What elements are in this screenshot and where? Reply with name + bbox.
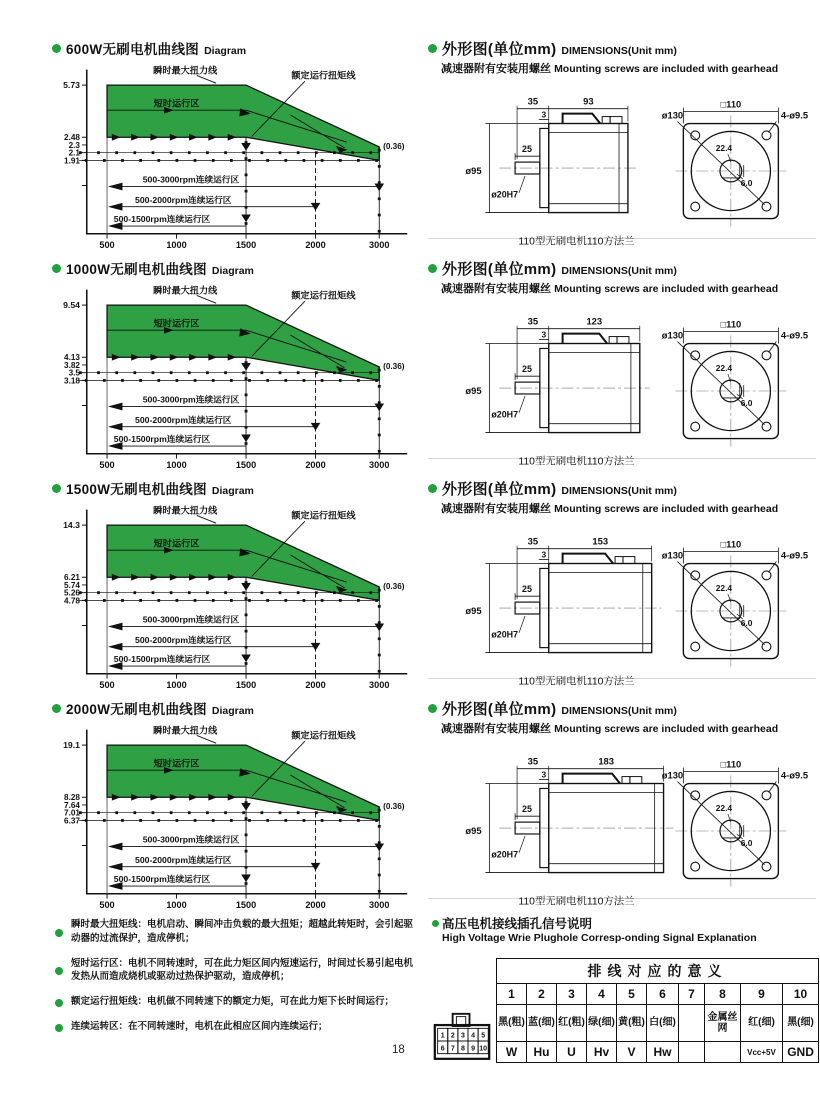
notes-list <box>55 918 420 1045</box>
dim-mount-holes: 4-ø9.5 <box>780 549 809 561</box>
dim-flange-thickness: 3 <box>541 329 547 340</box>
x-tick-label: 2000 <box>305 460 326 471</box>
rated-line-label: 额定运行扭矩线 <box>291 510 356 521</box>
dims-heading <box>428 258 816 279</box>
signal-flex <box>432 958 818 1063</box>
zone-label: 500-2000rpm连续运行区 <box>135 414 232 425</box>
wires-cell: 白(细) <box>647 1005 679 1042</box>
dims-heading <box>428 478 816 499</box>
note-item <box>55 918 420 946</box>
dim-body-length: 153 <box>592 535 609 547</box>
motor-section <box>0 694 820 914</box>
signals-cell <box>679 1042 705 1063</box>
dims-heading <box>428 698 816 719</box>
x-tick-label: 1000 <box>166 900 187 911</box>
x-tick-label: 1000 <box>166 240 187 251</box>
dim-body-diameter: ø95 <box>465 384 482 396</box>
y-tick-label: 6.21 <box>64 573 80 583</box>
plug-connector-icon <box>432 1011 492 1064</box>
zone-label: 500-2000rpm连续运行区 <box>135 854 232 865</box>
note-text: 短时运行区：电机不同转速时，可在此力矩区间内短速运行，时间过长易引起电机发热从而造成烧机或驱动过热保护驱动，造成停机； <box>71 957 414 983</box>
drawing-caption: 110型无刷电机110方法兰 <box>518 456 635 468</box>
dims-subtitle-cn: 减速器附有安装用螺丝 <box>441 503 551 515</box>
dim-bolt-circle: ø130 <box>661 549 684 561</box>
wires-cell: 黑(粗) <box>497 1005 527 1042</box>
dim-shaft-length: 25 <box>522 584 532 595</box>
motor-section <box>0 474 820 694</box>
y-tick-label: 7.01 <box>64 808 80 818</box>
dim-key-width: 22.4 <box>715 363 733 374</box>
drawing-caption: 110型无刷电机110方法兰 <box>518 676 635 688</box>
dim-shaft-length: 25 <box>522 804 532 815</box>
pins-cell: 9 <box>741 984 783 1005</box>
chart-cell <box>52 38 424 263</box>
plug-pin-number: 4 <box>471 1032 476 1040</box>
motor-section <box>0 254 820 474</box>
wires-cell: 红(细) <box>741 1005 783 1042</box>
dim-bolt-circle: ø130 <box>661 109 684 121</box>
zone-label: 500-1500rpm连续运行区 <box>113 654 211 665</box>
dims-subtitle-cn: 减速器附有安装用螺丝 <box>441 283 551 295</box>
dim-bolt-circle: ø130 <box>661 329 684 341</box>
bullet-icon <box>52 264 61 273</box>
signals-cell: V <box>617 1042 647 1063</box>
dim-flange-thickness: 3 <box>541 769 547 780</box>
drawing-caption: 110型无刷电机110方法兰 <box>518 896 635 908</box>
zone-label: 500-3000rpm连续运行区 <box>142 394 240 405</box>
dim-key-depth: 6.0 <box>740 177 753 188</box>
wires-cell: 黑(细) <box>783 1005 819 1042</box>
dim-mount-holes: 4-ø9.5 <box>780 769 809 781</box>
chart-cell <box>52 258 424 483</box>
dims-title: 外形图(单位mm) <box>442 41 557 58</box>
pins-cell: 4 <box>587 984 617 1005</box>
bullet-icon <box>52 484 61 493</box>
bullet-icon <box>55 967 63 975</box>
x-tick-label: 500 <box>99 460 115 471</box>
plug-pin-number: 8 <box>460 1044 465 1052</box>
signal-table-header: 排线对应的意义 <box>497 959 819 984</box>
dims-title: 外形图(单位mm) <box>442 481 557 498</box>
dim-gear-length: 35 <box>527 315 539 327</box>
dims-subtitle <box>441 280 816 296</box>
x-tick-label: 1000 <box>166 460 187 471</box>
dims-subtitle-en: Mounting screws are included with gearhead <box>554 283 779 295</box>
signals-cell <box>705 1042 741 1063</box>
chart-heading <box>52 698 424 718</box>
short-zone-label: 短时运行区 <box>153 538 200 549</box>
dims-title-en: DIMENSIONS(Unit mm) <box>561 705 677 717</box>
zone-label: 500-1500rpm连续运行区 <box>113 214 211 225</box>
dim-shaft-diameter: ø20H7 <box>491 409 519 420</box>
dims-cell <box>428 258 816 468</box>
drawing-caption: 110型无刷电机110方法兰 <box>518 236 635 248</box>
dim-key-width: 22.4 <box>715 583 733 594</box>
chart-heading <box>52 38 424 58</box>
dimension-drawing <box>428 736 814 909</box>
dim-mount-holes: 4-ø9.5 <box>780 109 809 121</box>
signal-table-wrap <box>496 958 819 1063</box>
y-tick-label: 19.1 <box>63 739 80 750</box>
signals-cell: GND <box>783 1042 819 1063</box>
end-value-label: (0.36) <box>383 141 405 151</box>
torque-chart <box>52 720 414 923</box>
y-tick-label: 7.64 <box>64 800 80 810</box>
dim-key-width: 22.4 <box>715 803 733 814</box>
note-item <box>55 995 420 1009</box>
signal-title-en: High Voltage Wrie Plughole Corresp-onding Signal Explanation <box>442 932 757 944</box>
y-tick-label: 2.1 <box>68 148 80 158</box>
bullet-icon <box>52 44 61 53</box>
dims-cell <box>428 38 816 248</box>
y-tick-label: 5.73 <box>63 79 80 90</box>
pins-cell: 6 <box>647 984 679 1005</box>
dims-subtitle-en: Mounting screws are included with gearhead <box>554 63 779 75</box>
signals-cell: U <box>557 1042 587 1063</box>
end-value-label: (0.36) <box>383 801 405 811</box>
note-item <box>55 1020 420 1034</box>
dim-body-length: 93 <box>583 95 594 107</box>
x-tick-label: 1500 <box>235 900 257 911</box>
dims-title: 外形图(单位mm) <box>442 261 557 278</box>
plug-pin-number: 2 <box>450 1032 455 1040</box>
dim-key-width: 22.4 <box>715 143 733 154</box>
wires-cell <box>679 1005 705 1042</box>
zone-label: 500-3000rpm连续运行区 <box>142 614 240 625</box>
wires-cell: 绿(细) <box>587 1005 617 1042</box>
chart-title-en: Diagram <box>204 45 247 57</box>
x-tick-label: 500 <box>99 680 115 691</box>
plug-pin-number: 10 <box>479 1044 488 1052</box>
dims-heading <box>428 38 816 59</box>
torque-chart <box>52 60 414 263</box>
dims-title-en: DIMENSIONS(Unit mm) <box>561 265 677 277</box>
dims-cell <box>428 478 816 688</box>
x-tick-label: 1500 <box>235 240 257 251</box>
chart-cell <box>52 478 424 703</box>
y-tick-label: 6.37 <box>64 816 80 826</box>
signal-title <box>432 914 818 932</box>
dims-title: 外形图(单位mm) <box>442 701 557 718</box>
x-tick-label: 1500 <box>235 680 257 691</box>
signal-table <box>496 958 819 1063</box>
y-tick-label: 2.3 <box>68 140 80 150</box>
bullet-icon <box>55 1024 63 1032</box>
dims-subtitle-en: Mounting screws are included with gearhead <box>554 503 779 515</box>
dim-flange-square: □110 <box>720 758 742 770</box>
chart-title: 600W无刷电机曲线图 <box>66 42 200 57</box>
wires-cell: 红(粗) <box>557 1005 587 1042</box>
chart-cell <box>52 698 424 923</box>
plug-pin-number: 6 <box>440 1044 445 1052</box>
short-zone-label: 短时运行区 <box>153 318 200 329</box>
signals-cell: Hu <box>527 1042 557 1063</box>
x-tick-label: 3000 <box>369 900 390 911</box>
peak-line-label: 瞬时最大扭力线 <box>153 505 218 516</box>
signals-cell: Hv <box>587 1042 617 1063</box>
dims-subtitle <box>441 500 816 516</box>
y-tick-label: 8.28 <box>64 793 80 803</box>
rated-line-label: 额定运行扭矩线 <box>291 70 356 81</box>
plug-pin-number: 7 <box>450 1044 455 1052</box>
bullet-icon <box>55 999 63 1007</box>
zone-label: 500-1500rpm连续运行区 <box>113 874 211 885</box>
y-tick-label: 5.26 <box>64 588 80 598</box>
y-tick-label: 2.48 <box>64 133 80 143</box>
dim-body-diameter: ø95 <box>465 604 482 616</box>
dimension-drawing <box>428 296 814 469</box>
y-tick-label: 3.82 <box>64 360 80 370</box>
x-tick-label: 1500 <box>235 460 257 471</box>
signal-title-cn: 高压电机接线插孔信号说明 <box>442 917 593 931</box>
y-tick-label: 3.18 <box>64 376 80 386</box>
pin-row <box>497 984 819 1005</box>
peak-line-label: 瞬时最大扭力线 <box>153 285 218 296</box>
zone-label: 500-1500rpm连续运行区 <box>113 434 211 445</box>
chart-heading <box>52 258 424 278</box>
bullet-icon <box>52 704 61 713</box>
rated-line-label: 额定运行扭矩线 <box>291 730 356 741</box>
dim-gear-length: 35 <box>527 535 539 547</box>
chart-title-en: Diagram <box>211 485 254 497</box>
dim-flange-square: □110 <box>720 538 742 550</box>
dim-gear-length: 35 <box>527 755 539 767</box>
x-tick-label: 3000 <box>369 240 390 251</box>
dims-title-en: DIMENSIONS(Unit mm) <box>561 45 677 57</box>
dims-subtitle-cn: 减速器附有安装用螺丝 <box>441 723 551 735</box>
plug-icon <box>432 1011 492 1064</box>
signal-block <box>432 914 818 1063</box>
dim-key-depth: 6.0 <box>740 837 753 848</box>
bullet-icon <box>55 929 63 937</box>
dims-subtitle <box>441 60 816 76</box>
chart-title-en: Diagram <box>211 265 254 277</box>
x-tick-label: 500 <box>99 900 115 911</box>
note-text: 额定运行扭矩线：电机做不同转速下的额定力矩，可在此力矩下长时间运行； <box>71 996 395 1008</box>
zone-label: 500-2000rpm连续运行区 <box>135 194 232 205</box>
end-value-label: (0.36) <box>383 581 405 591</box>
dim-body-diameter: ø95 <box>465 824 482 836</box>
chart-heading <box>52 478 424 498</box>
zone-label: 500-3000rpm连续运行区 <box>142 834 240 845</box>
dimension-drawing <box>428 516 814 689</box>
dimension-drawing <box>428 76 814 249</box>
signals-cell: W <box>497 1042 527 1063</box>
dim-shaft-diameter: ø20H7 <box>491 629 519 640</box>
wire-row <box>497 1005 819 1042</box>
zone-label: 500-3000rpm连续运行区 <box>142 174 240 185</box>
dim-shaft-diameter: ø20H7 <box>491 849 519 860</box>
pins-cell: 3 <box>557 984 587 1005</box>
y-tick-label: 3.5 <box>68 368 80 378</box>
pins-cell: 5 <box>617 984 647 1005</box>
chart-title: 2000W无刷电机曲线图 <box>66 702 207 717</box>
peak-line-label: 瞬时最大扭力线 <box>153 65 218 76</box>
chart-title-en: Diagram <box>211 705 254 717</box>
plug-pin-number: 1 <box>440 1032 445 1040</box>
note-text: 连续运转区：在不同转速时，电机在此相应区间内连续运行； <box>71 1020 328 1032</box>
signal-row <box>497 1042 819 1063</box>
pins-cell: 1 <box>497 984 527 1005</box>
end-value-label: (0.36) <box>383 361 405 371</box>
x-tick-label: 500 <box>99 240 115 251</box>
chart-title: 1000W无刷电机曲线图 <box>66 262 207 277</box>
page-number: 18 <box>392 1044 405 1056</box>
pins-cell: 8 <box>705 984 741 1005</box>
plug-pin-number: 9 <box>471 1044 476 1052</box>
wires-cell: 蓝(细) <box>527 1005 557 1042</box>
dims-subtitle-en: Mounting screws are included with gearhead <box>554 723 779 735</box>
chart-title: 1500W无刷电机曲线图 <box>66 482 207 497</box>
x-tick-label: 3000 <box>369 460 390 471</box>
bullet-icon <box>428 704 437 713</box>
dim-shaft-length: 25 <box>522 144 532 155</box>
dim-flange-square: □110 <box>720 318 742 330</box>
y-tick-label: 14.3 <box>63 519 80 530</box>
torque-chart <box>52 500 414 703</box>
bullet-icon <box>428 44 437 53</box>
y-tick-label: 4.13 <box>64 353 80 363</box>
dims-subtitle-cn: 减速器附有安装用螺丝 <box>441 63 551 75</box>
wires-cell: 金属丝网 <box>705 1005 741 1042</box>
dim-shaft-length: 25 <box>522 364 532 375</box>
bullet-icon <box>428 484 437 493</box>
zone-label: 500-2000rpm连续运行区 <box>135 634 232 645</box>
dim-mount-holes: 4-ø9.5 <box>780 329 809 341</box>
dim-flange-thickness: 3 <box>541 549 547 560</box>
pins-cell: 7 <box>679 984 705 1005</box>
peak-line-label: 瞬时最大扭力线 <box>153 725 218 736</box>
torque-chart <box>52 280 414 483</box>
bullet-icon <box>428 264 437 273</box>
dim-gear-length: 35 <box>527 95 539 107</box>
note-text: 瞬时最大扭矩线：电机启动、瞬间冲击负载的最大扭矩；超越此转矩时，会引起驱动器的过流保护，造成停机； <box>71 919 414 944</box>
plug-pin-number: 5 <box>481 1032 486 1040</box>
x-tick-label: 3000 <box>369 680 390 691</box>
pins-cell: 2 <box>527 984 557 1005</box>
short-zone-label: 短时运行区 <box>153 758 200 769</box>
dim-key-depth: 6.0 <box>740 617 753 628</box>
dim-key-depth: 6.0 <box>740 397 753 408</box>
dim-body-diameter: ø95 <box>465 164 482 176</box>
y-tick-label: 1.91 <box>64 156 80 166</box>
rated-line-label: 额定运行扭矩线 <box>291 290 356 301</box>
short-zone-label: 短时运行区 <box>153 98 200 109</box>
y-tick-label: 9.54 <box>63 299 80 310</box>
dim-shaft-diameter: ø20H7 <box>491 189 519 200</box>
bullet-icon <box>432 920 439 927</box>
dims-subtitle <box>441 720 816 736</box>
motor-section <box>0 34 820 254</box>
signals-cell: Vcc+5V <box>741 1042 783 1063</box>
dims-cell <box>428 698 816 908</box>
pins-cell: 10 <box>783 984 819 1005</box>
x-tick-label: 2000 <box>305 900 326 911</box>
dim-flange-square: □110 <box>720 98 742 110</box>
x-tick-label: 2000 <box>305 240 326 251</box>
y-tick-label: 4.78 <box>64 596 80 606</box>
wires-cell: 黄(粗) <box>617 1005 647 1042</box>
y-tick-label: 5.74 <box>64 580 80 590</box>
dim-bolt-circle: ø130 <box>661 769 684 781</box>
x-tick-label: 1000 <box>166 680 187 691</box>
dim-body-length: 183 <box>598 755 614 767</box>
dims-title-en: DIMENSIONS(Unit mm) <box>561 485 677 497</box>
note-item <box>55 957 420 985</box>
signals-cell: Hw <box>647 1042 679 1063</box>
x-tick-label: 2000 <box>305 680 326 691</box>
dim-flange-thickness: 3 <box>541 109 547 120</box>
dim-body-length: 123 <box>586 315 603 327</box>
plug-pin-number: 3 <box>460 1032 465 1040</box>
